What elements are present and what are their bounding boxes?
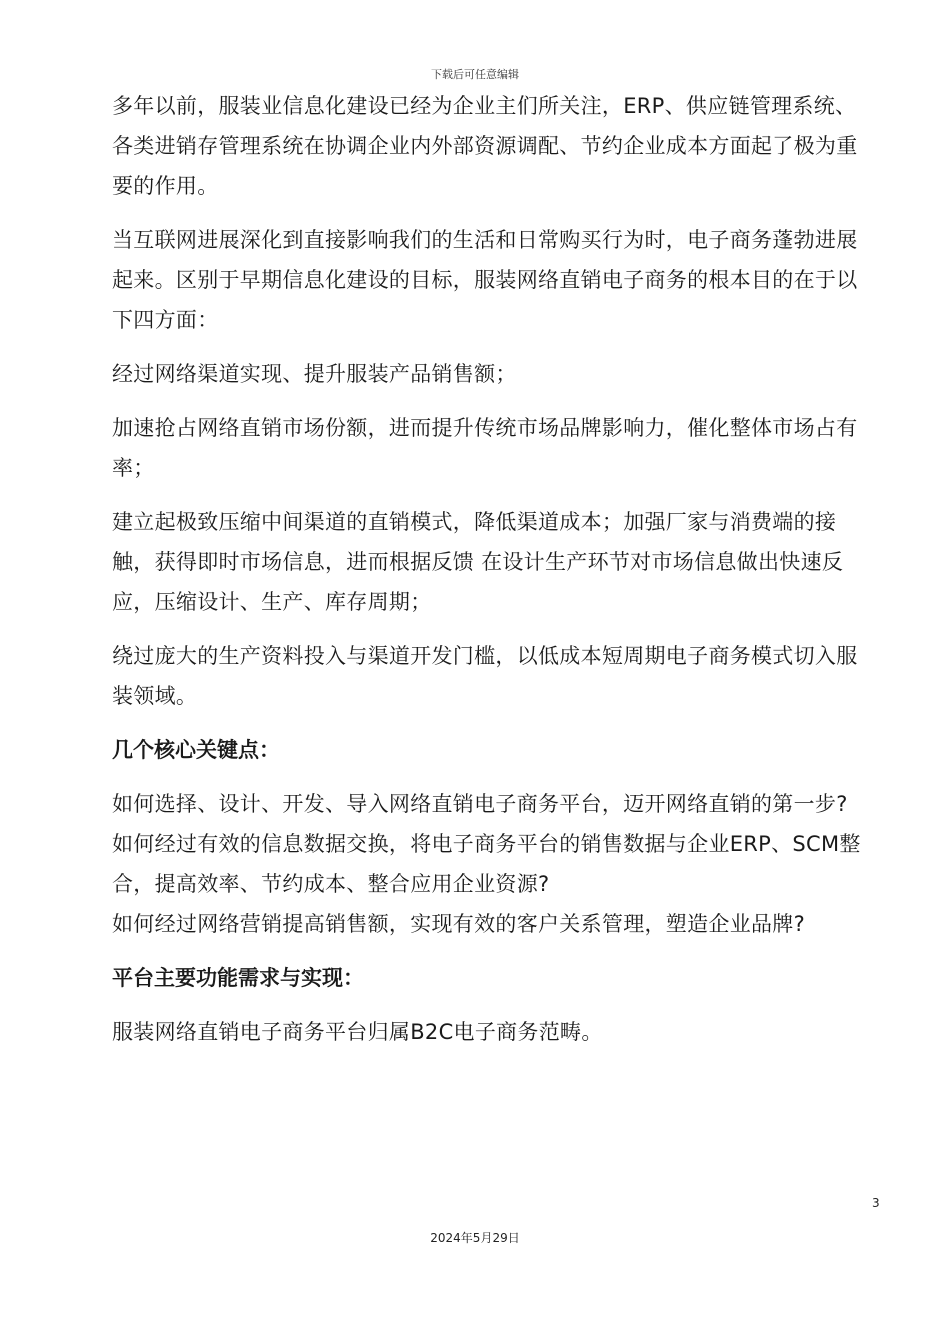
footer-date: 2024年5月29日 xyxy=(430,1231,520,1245)
question-3: 如何经过网络营销提高销售额，实现有效的客户关系管理，塑造企业品牌? xyxy=(112,912,806,936)
paragraph-goal-3: 建立起极致压缩中间渠道的直销模式，降低渠道成本；加强厂家与消费端的接触，获得即时市场信息，进而根据反馈 在设计生产环节对市场信息做出快速反应，压缩设计、生产、库存周期； xyxy=(112,510,844,614)
paragraph-intro: 多年以前，服装业信息化建设已经为企业主们所关注，ERP、供应链管理系统、各类进销存管理系统在协调企业内外部资源调配、节约企业成本方面起了极为重要的作用。 xyxy=(112,94,858,198)
paragraph-b2c: 服装网络直销电子商务平台归属B2C电子商务范畴。 xyxy=(112,1020,603,1044)
paragraph-goal-2: 加速抢占网络直销市场份额，进而提升传统市场品牌影响力，催化整体市场占有率； xyxy=(112,416,858,480)
question-2: 如何经过有效的信息数据交换，将电子商务平台的销售数据与企业ERP、SCM整合，提高效率、节约成本、整合应用企业资源? xyxy=(112,832,861,896)
paragraph-goal-4: 绕过庞大的生产资料投入与渠道开发门槛，以低成本短周期电子商务模式切入服装领域。 xyxy=(112,644,858,708)
question-1: 如何选择、设计、开发、导入网络直销电子商务平台，迈开网络直销的第一步? xyxy=(112,792,848,816)
paragraph-ecommerce: 当互联网进展深化到直接影响我们的生活和日常购买行为时，电子商务蓬勃进展起来。区别于早期信息化建设的目标，服装网络直销电子商务的根本目的在于以下四方面： xyxy=(112,228,858,332)
page-number: 3 xyxy=(872,1196,880,1210)
section-heading-platform: 平台主要功能需求与实现： xyxy=(112,966,364,990)
paragraph-goal-1: 经过网络渠道实现、提升服装产品销售额； xyxy=(112,362,517,386)
header-note: 下载后可任意编辑 xyxy=(431,68,519,81)
document-body xyxy=(112,86,872,1066)
section-heading-key-points: 几个核心关键点： xyxy=(112,738,280,762)
